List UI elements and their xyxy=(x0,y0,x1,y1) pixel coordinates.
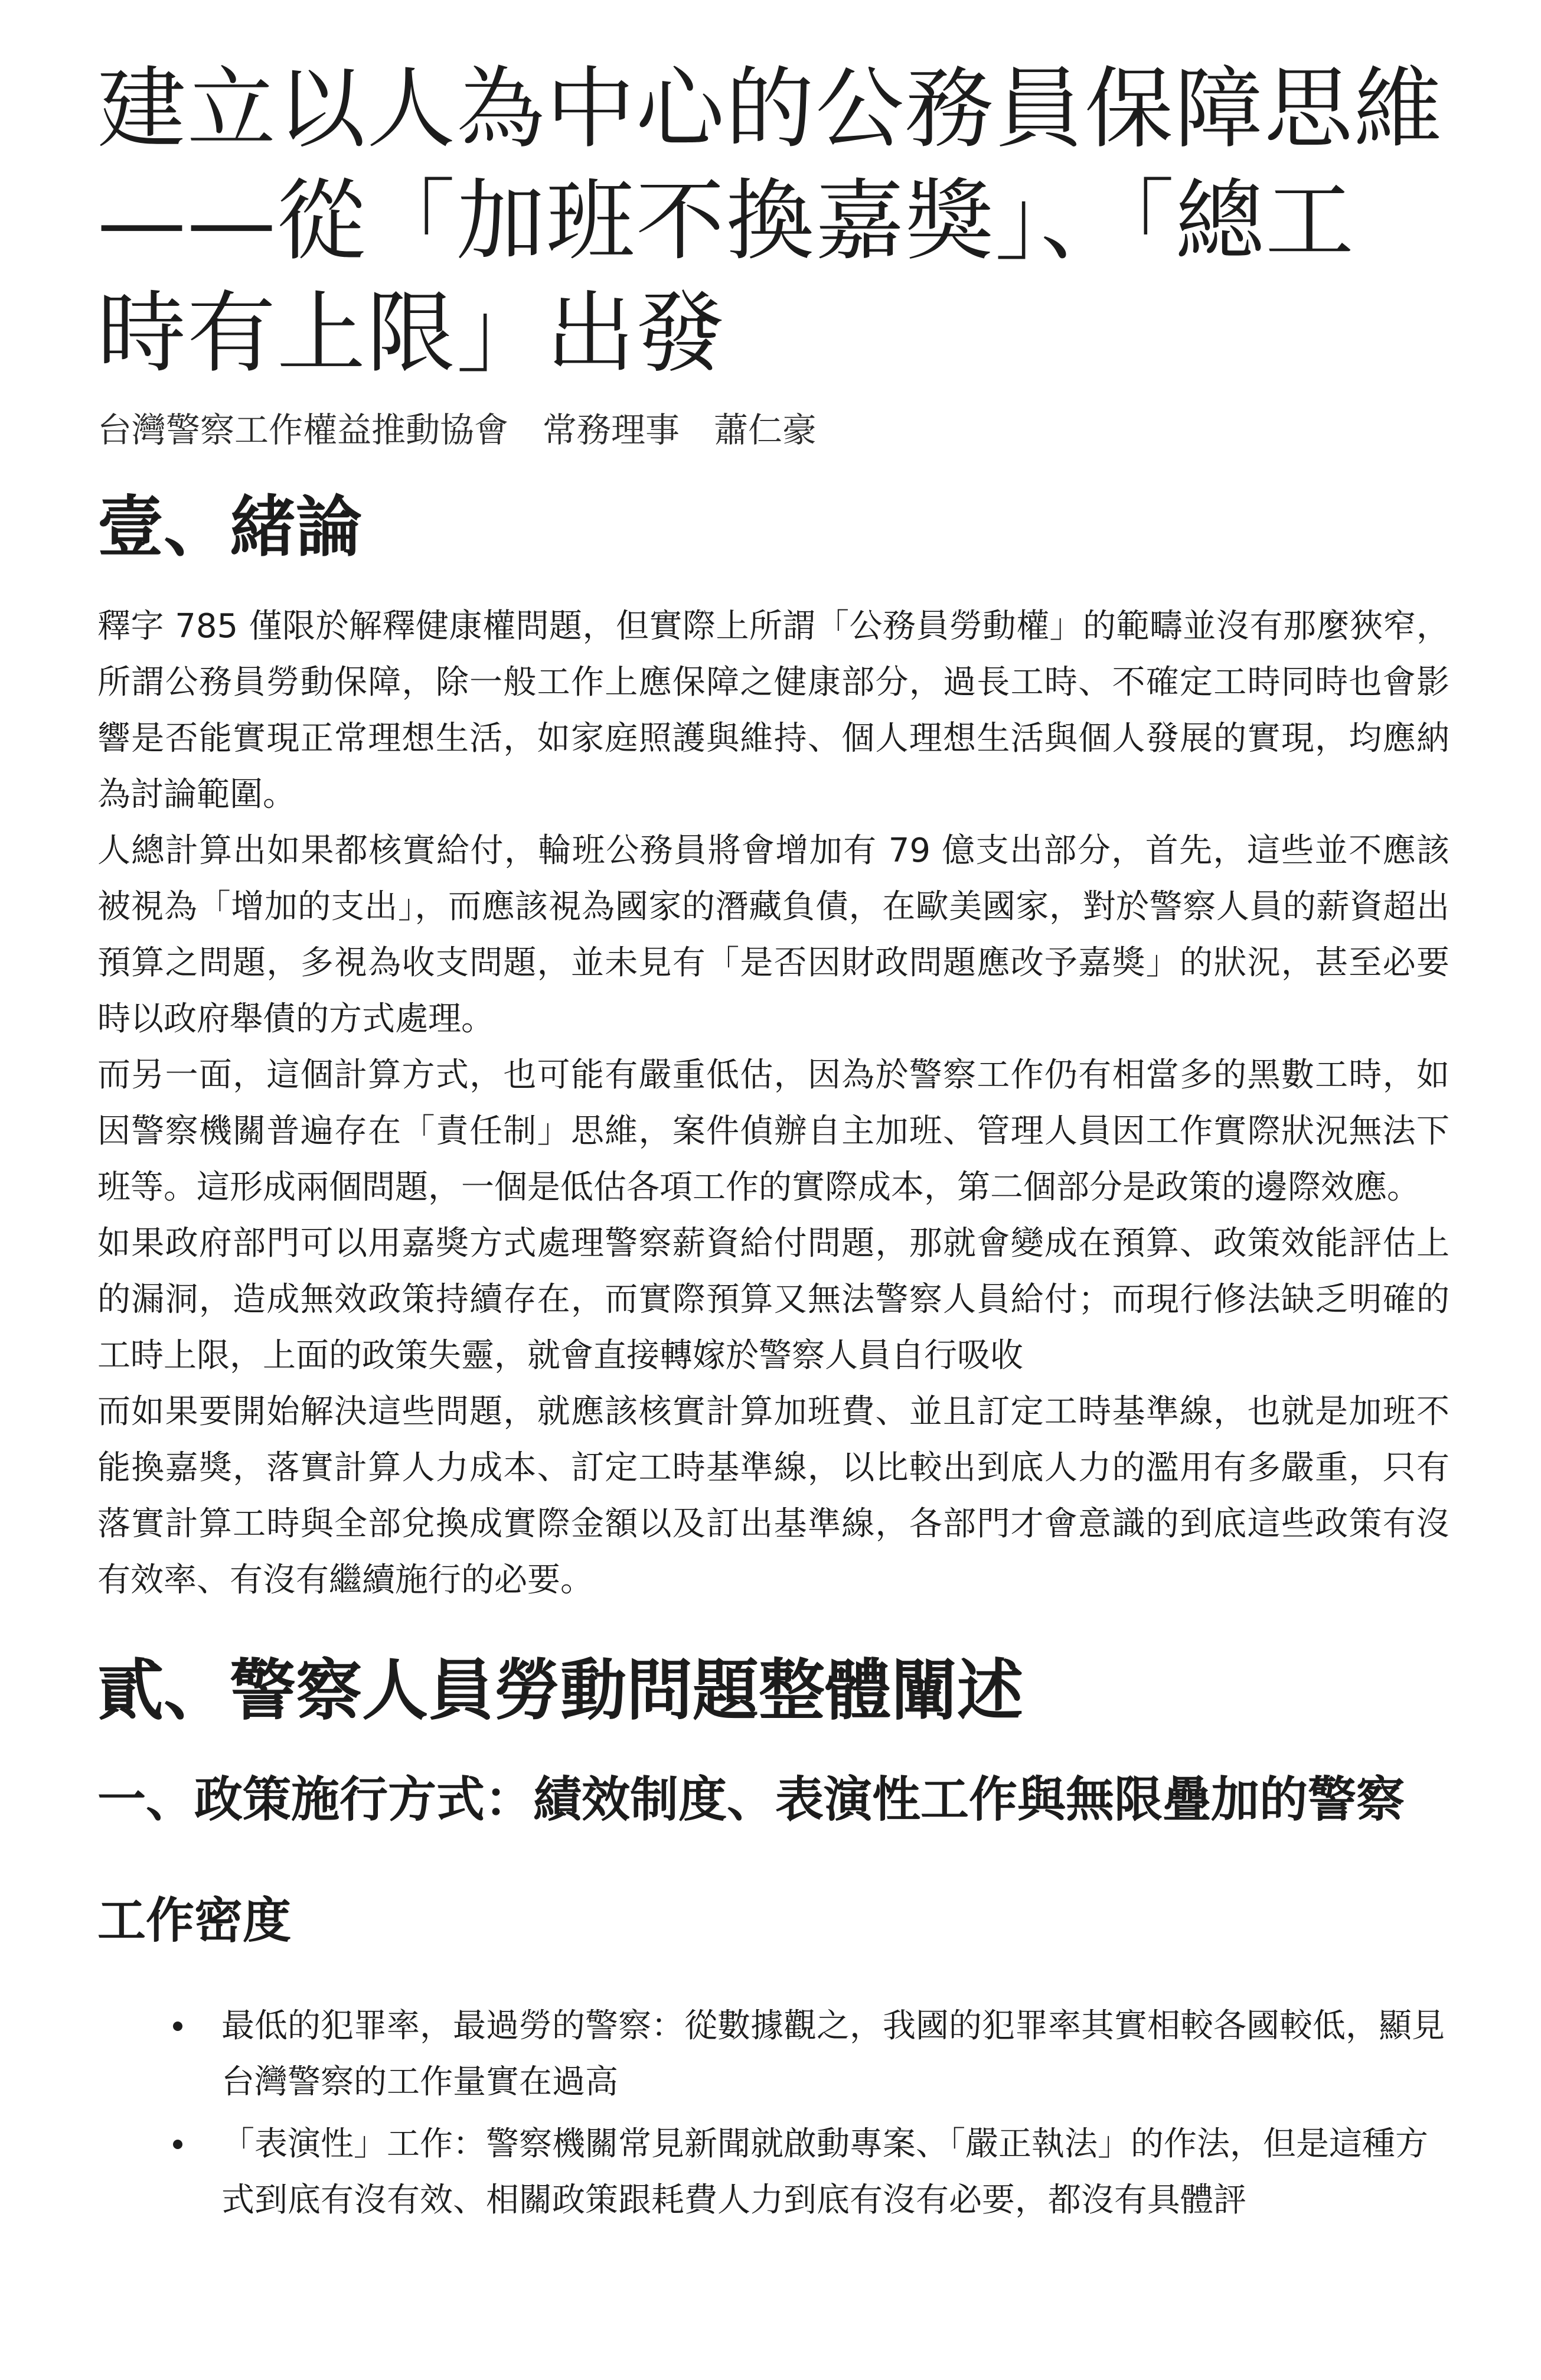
paragraph: 釋字 785 僅限於解釋健康權問題，但實際上所謂「公務員勞動權」的範疇並沒有那麼狹窄，所謂公務員勞動保障，除一般工作上應保障之健康部分，過長工時、不確定工時同時也會影響是否能實現正常理想生活，如家庭照護與維持、個人理想生活與個人發展的實現，均應納為討論範圍。 xyxy=(97,607,1449,814)
list-item xyxy=(97,2116,1449,2228)
paragraph: 而另一面，這個計算方式，也可能有嚴重低估，因為於警察工作仍有相當多的黑數工時，如因警察機關普遍存在「責任制」思維，案件偵辦自主加班、管理人員因工作實際狀況無法下班等。這形成兩個問題，一個是低估各項工作的實際成本，第二個部分是政策的邊際效應。 xyxy=(97,1056,1449,1207)
bullet-icon xyxy=(173,2140,182,2149)
list-item-text: 「表演性」工作：警察機關常見新聞就啟動專案、「嚴正執法」的作法，但是這種方式到底有沒有效、相關政策跟耗費人力到底有沒有必要，都沒有具體評 xyxy=(221,2125,1428,2219)
minor-heading-work-density: 工作密度 xyxy=(97,1893,292,1949)
list-item xyxy=(97,1998,1449,2110)
bullet-list xyxy=(97,1998,1449,2228)
document-page xyxy=(97,53,1449,2234)
bullet-icon xyxy=(173,2022,182,2031)
section-heading-intro: 壹、緒論 xyxy=(97,488,362,566)
title-line-1: 建立以人為中心的公務員保障思維 xyxy=(97,58,1444,161)
author-byline: 台灣警察工作權益推動協會 常務理事 蕭仁豪 xyxy=(97,410,817,450)
document-title xyxy=(97,53,1449,390)
section-heading-labor-issues: 貳、警察人員勞動問題整體闡述 xyxy=(97,1652,1023,1729)
paragraph: 如果政府部門可以用嘉獎方式處理警察薪資給付問題，那就會變成在預算、政策效能評估上的漏洞，造成無效政策持續存在，而實際預算又無法警察人員給付；而現行修法缺乏明確的工時上限，上面的政策失靈，就會直接轉嫁於警察人員自行吸收 xyxy=(97,1224,1449,1375)
paragraph: 而如果要開始解決這些問題，就應該核實計算加班費、並且訂定工時基準線，也就是加班不能換嘉獎，落實計算人力成本、訂定工時基準線，以比較出到底人力的濫用有多嚴重，只有落實計算工時與全部兌換成實際金額以及訂出基準線，各部門才會意識的到底這些政策有沒有效率、有沒有繼續施行的必要。 xyxy=(97,1393,1449,1599)
subsection-heading-policy: 一、政策施行方式：績效制度、表演性工作與無限疊加的警察 xyxy=(97,1772,1405,1828)
title-line-2: ——從「加班不換嘉獎」、「總工 xyxy=(97,170,1356,273)
list-item-text: 最低的犯罪率，最過勞的警察：從數據觀之，我國的犯罪率其實相較各國較低，顯見台灣警察的工作量實在過高 xyxy=(221,2007,1445,2101)
paragraph: 人總計算出如果都核實給付，輪班公務員將會增加有 79 億支出部分，首先，這些並不應該被視為「增加的支出」，而應該視為國家的潛藏負債，在歐美國家，對於警察人員的薪資超出預算之問題，多視為收支問題，並未見有「是否因財政問題應改予嘉獎」的狀況，甚至必要時以政府舉債的方式處理。 xyxy=(97,832,1449,1038)
title-line-3: 時有上限」出發 xyxy=(97,282,726,385)
